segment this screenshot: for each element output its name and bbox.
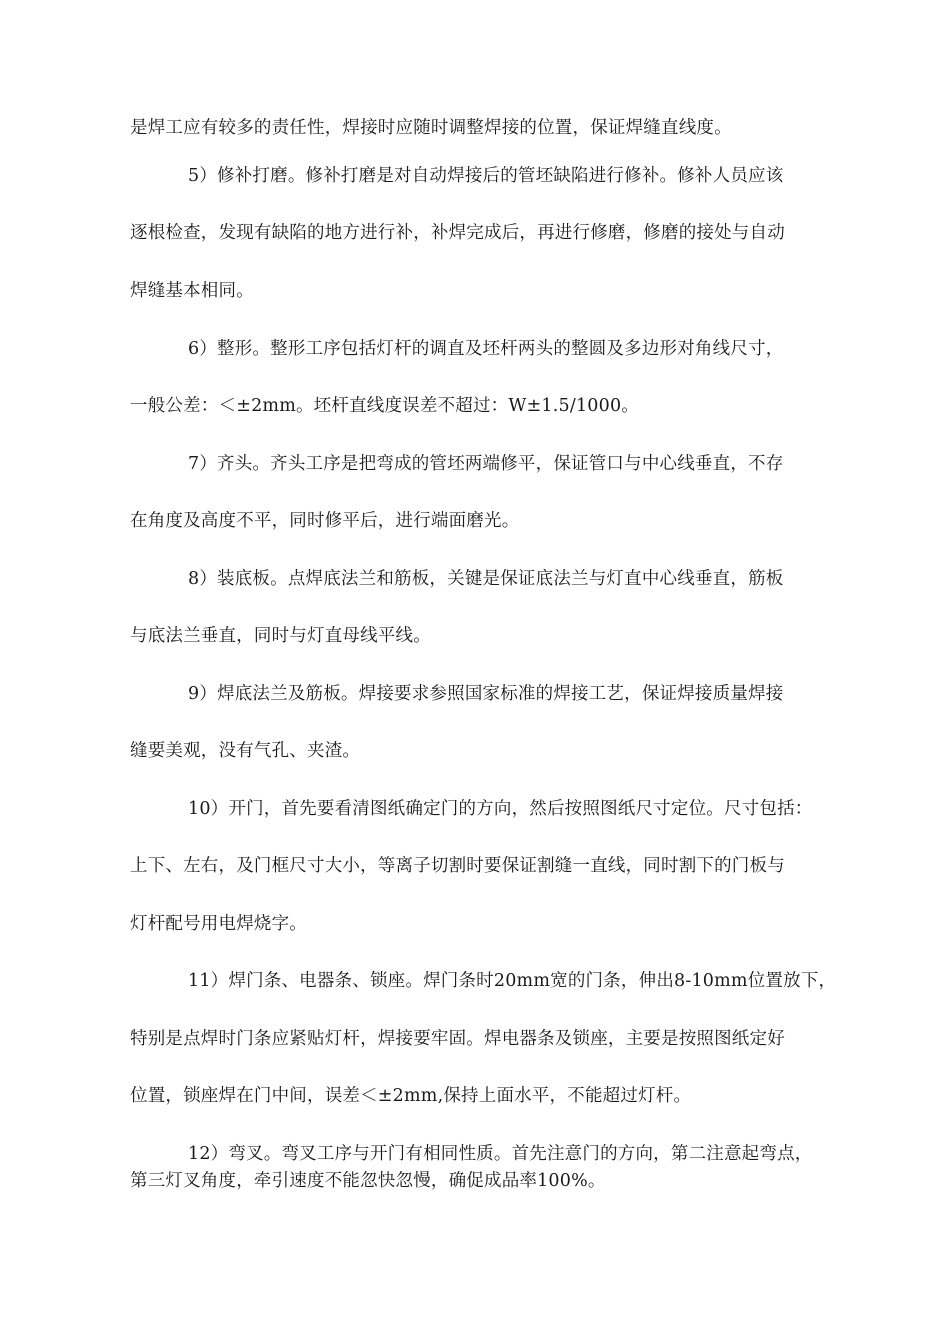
- text-line: 在角度及高度不平，同时修平后，进行端面磨光。: [130, 511, 520, 531]
- paragraph-12-line-1: 12）弯叉。弯叉工序与开门有相同性质。首先注意门的方向，第二注意起弯点，: [188, 1144, 813, 1164]
- paragraph-7-line-1: 7）齐头。齐头工序是把弯成的管坯两端修平，保证管口与中心线垂直，不存: [188, 454, 784, 474]
- paragraph-11-line-1: 11）焊门条、电器条、锁座。焊门条时20mm宽的门条，伸出8-10mm位置放下，: [188, 971, 837, 991]
- text-line: 是焊工应有较多的责任性，焊接时应随时调整焊接的位置，保证焊缝直线度。: [130, 118, 732, 138]
- text-line: 上下、左右，及门框尺寸大小，等离子切割时要保证割缝一直线，同时割下的门板与: [130, 856, 785, 876]
- text-line: 与底法兰垂直，同时与灯直母线平线。: [130, 626, 431, 646]
- text-line: 缝要美观，没有气孔、夹渣。: [130, 741, 361, 761]
- paragraph-8-line-1: 8）装底板。点焊底法兰和筋板，关键是保证底法兰与灯直中心线垂直，筋板: [188, 569, 784, 589]
- text-line: 第三灯叉角度，牵引速度不能忽快忽慢，确促成品率100%。: [130, 1171, 606, 1191]
- text-line: 特别是点焊时门条应紧贴灯杆，焊接要牢固。焊电器条及锁座，主要是按照图纸定好: [130, 1029, 785, 1049]
- text-line: 灯杆配号用电焊烧字。: [130, 914, 307, 934]
- paragraph-5-line-1: 5）修补打磨。修补打磨是对自动焊接后的管坯缺陷进行修补。修补人员应该: [188, 166, 784, 186]
- text-line: 逐根检查，发现有缺陷的地方进行补，补焊完成后，再进行修磨，修磨的接处与自动: [130, 223, 785, 243]
- text-line: 位置，锁座焊在门中间，误差＜±2mm,保持上面水平，不能超过灯杆。: [130, 1086, 692, 1106]
- paragraph-10-line-1: 10）开门，首先要看清图纸确定门的方向，然后按照图纸尺寸定位。尺寸包括：: [188, 799, 813, 819]
- text-line: 焊缝基本相同。: [130, 281, 254, 301]
- paragraph-6-line-1: 6）整形。整形工序包括灯杆的调直及坯杆两头的整圆及多边形对角线尺寸，: [188, 339, 784, 359]
- text-line: 一般公差：＜±2mm。坯杆直线度误差不超过：W±1.5/1000。: [130, 396, 639, 416]
- paragraph-9-line-1: 9）焊底法兰及筋板。焊接要求参照国家标准的焊接工艺，保证焊接质量焊接: [188, 684, 784, 704]
